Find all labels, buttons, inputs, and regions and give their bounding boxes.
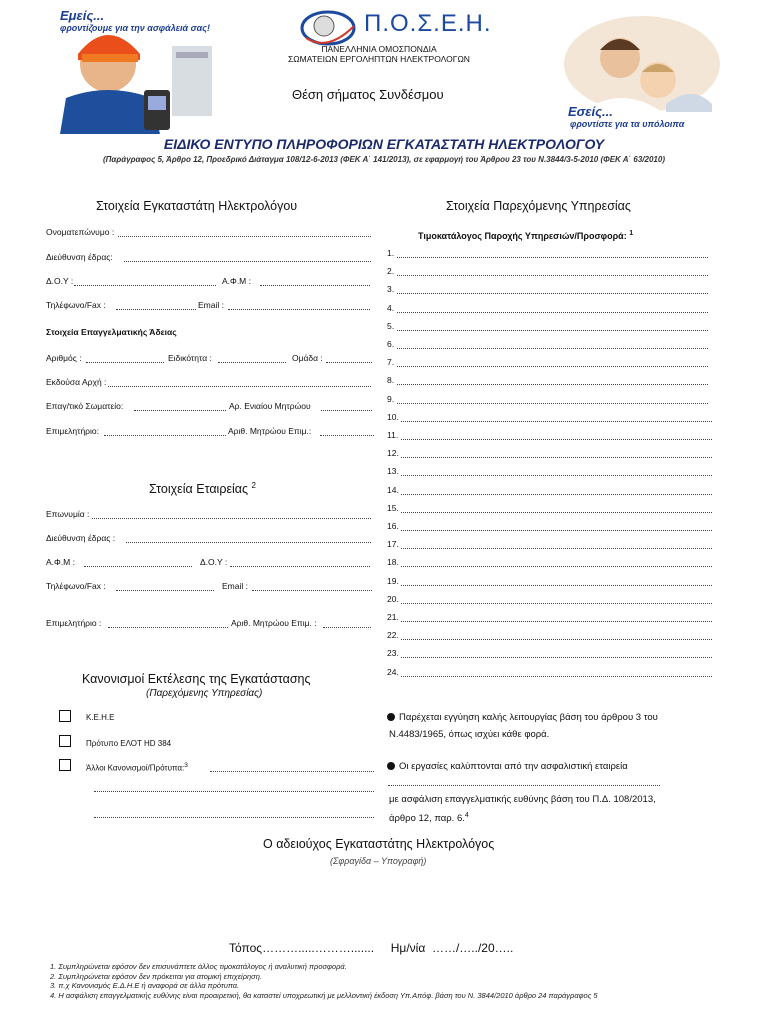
- footnote-1: 1. Συμπληρώνεται εφόσον δεν επισυνάπτετε άλλος τιμοκατάλογος ή αναλυτική προσφορά.: [50, 962, 347, 971]
- installer-address-field[interactable]: [46, 252, 371, 262]
- installer-doy-field[interactable]: [46, 276, 216, 286]
- guarantee-bullet: [387, 713, 395, 721]
- company-doy-label: Δ.Ο.Υ :: [200, 557, 228, 567]
- service-row[interactable]: [387, 430, 712, 440]
- footnotes: [50, 962, 598, 1000]
- installer-chamber-reg-field[interactable]: [228, 426, 374, 436]
- signature-stamp-note: (Σφραγίδα – Υπογραφή): [330, 856, 427, 866]
- right-slogan-line-1: Εσείς...: [568, 104, 613, 119]
- service-row-line[interactable]: [401, 603, 712, 604]
- service-row-line[interactable]: [401, 548, 712, 549]
- service-row-line[interactable]: [397, 348, 708, 349]
- license-heading: Στοιχεία Επαγγελματικής Άδειας: [46, 327, 177, 337]
- guarantee-line-1: Παρέχεται εγγύηση καλής λειτουργίας βάση του άρθρου 3 του: [399, 712, 658, 723]
- right-slogan-line-2: φροντίστε για τα υπόλοιπα: [570, 119, 685, 129]
- service-row[interactable]: [387, 557, 712, 567]
- installer-email-field[interactable]: [198, 300, 370, 310]
- service-row[interactable]: [387, 321, 712, 331]
- service-row-number: 16.: [387, 521, 399, 531]
- service-row[interactable]: [387, 576, 712, 586]
- company-phone-label: Τηλέφωνο/Fax :: [46, 581, 106, 591]
- service-row-line[interactable]: [401, 475, 712, 476]
- left-slogan-line-1: Εμείς...: [60, 8, 105, 23]
- license-issuer-field[interactable]: [46, 377, 371, 387]
- installer-name-label: Ονοματεπώνυμο :: [46, 227, 115, 237]
- service-row[interactable]: [387, 266, 712, 276]
- insurance-text: [387, 759, 628, 775]
- service-row-number: 2.: [387, 266, 395, 277]
- license-group-label: Ομάδα :: [292, 353, 323, 363]
- service-row-number: 13.: [387, 466, 399, 477]
- service-row-line[interactable]: [401, 639, 712, 640]
- company-afm-label: Α.Φ.Μ :: [46, 557, 75, 567]
- installer-chamber-field[interactable]: [46, 426, 226, 436]
- service-row[interactable]: [387, 466, 712, 476]
- service-row-line[interactable]: [401, 530, 712, 531]
- registry-label: Αρ. Ενιαίου Μητρώου: [229, 401, 311, 411]
- service-row-number: 18.: [387, 557, 399, 568]
- service-row[interactable]: [387, 648, 712, 658]
- service-row-number: 8.: [387, 375, 395, 386]
- company-heading: [149, 481, 256, 496]
- service-row-number: 4.: [387, 302, 395, 313]
- service-row-line[interactable]: [401, 494, 712, 495]
- service-row-number: 10.: [387, 411, 399, 422]
- service-row-line[interactable]: [397, 384, 708, 385]
- company-afm-field[interactable]: [46, 557, 192, 567]
- service-row[interactable]: [387, 412, 712, 422]
- service-row-number: 21.: [387, 612, 399, 622]
- link-placeholder: Θέση σήματος Συνδέσμου: [292, 87, 444, 102]
- other-standards-line-2[interactable]: [94, 782, 374, 792]
- footnote-2: 2. Συμπληρώνεται εφόσον δεν πρόκειται για ατομική επιχείρηση.: [50, 971, 262, 981]
- installer-heading: Στοιχεία Εγκαταστάτη Ηλεκτρολόγου: [96, 199, 298, 213]
- org-name: [286, 44, 472, 64]
- service-row-line[interactable]: [397, 293, 708, 294]
- service-row[interactable]: [387, 357, 712, 367]
- insurance-line-1: Οι εργασίες καλύπτονται από την ασφαλιστική εταιρεία: [399, 761, 628, 772]
- service-row[interactable]: [387, 339, 712, 349]
- guarantee-text: [387, 709, 658, 743]
- service-row-number: 23.: [387, 648, 399, 659]
- insurance-line-3: άρθρο 12, παρ. 6.: [389, 813, 465, 825]
- installer-afm-label: Α.Φ.Μ :: [222, 276, 251, 286]
- installer-name-field[interactable]: [46, 227, 371, 237]
- license-issuer-label: Εκδούσα Αρχή :: [46, 377, 107, 387]
- company-phone-field[interactable]: [46, 581, 214, 591]
- insurance-line-2: με ασφάλιση επαγγελματικής ευθύνης βάση του Π.Δ. 108/2013,: [389, 794, 656, 805]
- license-specialty-field[interactable]: [168, 353, 286, 363]
- service-row-line[interactable]: [397, 257, 708, 258]
- service-row-number: 7.: [387, 357, 395, 368]
- license-specialty-label: Ειδικότητα :: [168, 353, 212, 363]
- registry-field[interactable]: [229, 401, 372, 411]
- service-row-line[interactable]: [401, 512, 712, 513]
- service-row-line[interactable]: [401, 657, 712, 658]
- service-row-line[interactable]: [401, 585, 712, 586]
- service-row-number: 20.: [387, 593, 399, 604]
- company-doy-field[interactable]: [200, 557, 370, 567]
- regulations-heading: Κανονισμοί Εκτέλεσης της Εγκατάστασης: [82, 672, 311, 686]
- service-row[interactable]: [387, 394, 712, 404]
- place-date-line[interactable]: Τόπος……….....………....... Ημ/νία ……/…../20…..: [229, 941, 514, 955]
- union-label: Επαγ/τικό Σωματείο:: [46, 401, 124, 411]
- installer-doy-label: Δ.Ο.Υ :: [46, 276, 74, 286]
- other-standards-field[interactable]: [86, 762, 374, 773]
- left-slogan-line-2: φροντίζουμε για την ασφάλειά σας!: [60, 23, 210, 33]
- service-row-line[interactable]: [397, 366, 708, 367]
- installer-phone-field[interactable]: [46, 300, 196, 310]
- service-row-number: 22.: [387, 630, 399, 641]
- service-row-number: 3.: [387, 284, 395, 295]
- service-row[interactable]: [387, 503, 712, 513]
- company-email-label: Email :: [222, 581, 248, 591]
- kehe-label: Κ.Ε.Η.Ε: [86, 713, 115, 722]
- service-row-number: 9.: [387, 393, 395, 404]
- license-number-label: Αριθμός :: [46, 353, 82, 363]
- service-row-number: 19.: [387, 575, 399, 586]
- document-title: ΕΙΔΙΚΟ ΕΝΤΥΠΟ ΠΛΗΡΟΦΟΡΙΩΝ ΕΓΚΑΤΑΣΤΑΤΗ ΗΛΕΚΤΡΟΛΟΓΟΥ: [163, 136, 605, 152]
- insurance-company-field[interactable]: [388, 776, 660, 786]
- service-row[interactable]: [387, 667, 712, 677]
- service-row-line[interactable]: [401, 421, 712, 422]
- service-row[interactable]: [387, 375, 712, 385]
- installer-phone-label: Τηλέφωνο/Fax :: [46, 300, 106, 310]
- company-address-label: Διεύθυνση έδρας :: [46, 533, 116, 543]
- guarantee-line-2: Ν.4483/1965, όπως ισχύει κάθε φορά.: [389, 729, 550, 740]
- service-row-line[interactable]: [401, 676, 712, 677]
- price-list-label: [418, 230, 633, 241]
- service-row[interactable]: [387, 594, 712, 604]
- other-standards-line-3[interactable]: [94, 808, 374, 818]
- services-heading: Στοιχεία Παρεχόμενης Υπηρεσίας: [446, 199, 631, 213]
- service-row[interactable]: [387, 612, 712, 622]
- other-standards-footnote: 3: [184, 762, 188, 769]
- footnote-4: 4. Η ασφάλιση επαγγελματικής ευθύνης είναι προαιρετική, θα καταστεί υποχρεωτική με μελλοντική έκδοση Υπ.Απόφ. βάση του Ν. 3844/2010 άρθρο 24 παράγραφος 5: [50, 990, 598, 1000]
- company-name-label: Επωνυμία :: [46, 509, 90, 519]
- insurance-footnote: 4: [464, 812, 469, 819]
- service-row-number: 6.: [387, 339, 395, 349]
- company-heading-footnote: 2: [251, 481, 256, 490]
- service-row-number: 15.: [387, 502, 399, 513]
- company-chamber-field[interactable]: [46, 618, 228, 628]
- installer-chamber-label: Επιμελητήριο:: [46, 426, 99, 436]
- poseh-logo: [298, 8, 358, 48]
- kehe-checkbox[interactable]: [59, 710, 71, 722]
- service-row-line[interactable]: [401, 439, 712, 440]
- right-slogan: [568, 104, 684, 129]
- service-row-line[interactable]: [397, 275, 708, 276]
- elot-label: Πρότυπο ΕΛΟΤ HD 384: [86, 739, 172, 748]
- other-standards-label: Άλλοι Κανονισμοί/Πρότυπα:: [86, 763, 185, 773]
- installer-afm-field[interactable]: [222, 276, 370, 286]
- price-list-footnote: 1: [629, 230, 634, 237]
- service-row-line[interactable]: [401, 457, 712, 458]
- service-row-line[interactable]: [397, 403, 708, 404]
- service-row-number: 11.: [387, 430, 399, 440]
- service-row-number: 24.: [387, 666, 399, 677]
- org-line-2: ΣΩΜΑΤΕΙΩΝ ΕΡΓΟΛΗΠΤΩΝ ΗΛΕΚΤΡΟΛΟΓΩΝ: [288, 54, 470, 64]
- service-row[interactable]: [387, 539, 712, 549]
- license-number-field[interactable]: [46, 353, 164, 363]
- union-field[interactable]: [46, 401, 226, 411]
- company-chamber-reg-label: Αριθ. Μητρώου Επιμ. :: [231, 618, 317, 628]
- installer-address-label: Διεύθυνση έδρας:: [46, 252, 113, 262]
- logo-text: Π.Ο.Σ.Ε.Η.: [364, 10, 492, 37]
- company-email-field[interactable]: [222, 581, 372, 591]
- org-line-1: ΠΑΝΕΛΛΗΝΙΑ ΟΜΟΣΠΟΝΔΙΑ: [321, 44, 437, 54]
- service-row-line[interactable]: [401, 621, 712, 622]
- service-row-number: 14.: [387, 484, 399, 495]
- company-chamber-label: Επιμελητήριο :: [46, 618, 102, 628]
- left-slogan: [60, 8, 210, 33]
- insurance-text-2: [389, 792, 656, 827]
- service-row[interactable]: [387, 248, 712, 258]
- service-row[interactable]: [387, 630, 712, 640]
- signature-label: Ο αδειούχος Εγκαταστάτης Ηλεκτρολόγος: [263, 837, 495, 851]
- installer-chamber-reg-label: Αριθ. Μητρώου Επιμ.:: [228, 426, 312, 436]
- elot-checkbox[interactable]: [59, 735, 71, 747]
- service-row[interactable]: [387, 284, 712, 294]
- service-row[interactable]: [387, 448, 712, 458]
- signature-area[interactable]: [300, 872, 540, 932]
- company-heading-text: Στοιχεία Εταιρείας: [149, 482, 249, 497]
- other-standards-checkbox[interactable]: [59, 759, 71, 771]
- price-list-text: Τιμοκατάλογος Παροχής Υπηρεσιών/Προσφορά:: [418, 231, 627, 241]
- service-row-line[interactable]: [397, 312, 708, 313]
- service-row[interactable]: [387, 485, 712, 495]
- license-group-field[interactable]: [292, 353, 372, 363]
- service-row-line[interactable]: [397, 330, 708, 331]
- installer-email-label: Email :: [198, 300, 224, 310]
- service-row[interactable]: [387, 303, 712, 313]
- service-row-number: 5.: [387, 320, 395, 331]
- document-subtitle: (Παράγραφος 5, Άρθρο 12, Προεδρικό Διάταγμα 108/12-6-2013 (ΦΕΚ Α΄ 141/2013), σε εφαρμογή του Άρθρου 23 του Ν.3844/3-5-2010 (ΦΕΚ Α΄ 63/2010): [103, 155, 665, 164]
- company-address-field[interactable]: [46, 533, 371, 543]
- company-chamber-reg-field[interactable]: [231, 618, 371, 628]
- service-row-line[interactable]: [401, 566, 712, 567]
- footnote-3: 3. π.χ Κανονισμός Ε.Δ.Η.Ε ή αναφορά σε άλλα πρότυπα.: [50, 981, 240, 990]
- service-row-number: 1.: [387, 248, 395, 258]
- company-name-field[interactable]: [46, 509, 371, 519]
- regulations-subheading: (Παρεχόμενης Υπηρεσίας): [146, 688, 263, 699]
- service-row[interactable]: [387, 521, 712, 531]
- insurance-bullet: [387, 762, 395, 770]
- service-row-number: 17.: [387, 539, 399, 550]
- service-row-number: 12.: [387, 448, 399, 459]
